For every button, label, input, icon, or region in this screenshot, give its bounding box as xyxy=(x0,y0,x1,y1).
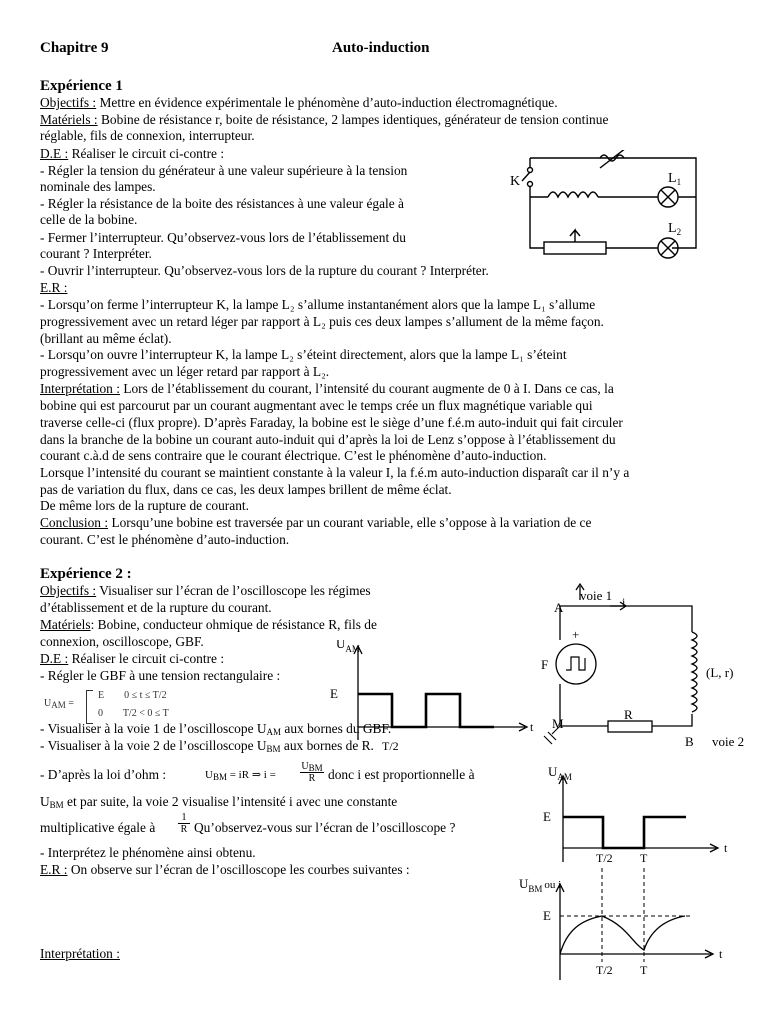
coil-lr xyxy=(692,632,697,712)
label-i: i xyxy=(622,595,626,609)
conclusion-label: Conclusion : xyxy=(40,515,109,530)
label-voie1: voie 1 xyxy=(580,588,613,603)
exp2-voie2: - Visualiser à la voie 2 de l’oscilloscope $U_{BM}$ aux bornes de R. xyxy=(40,738,374,754)
label-lr: (L, r) xyxy=(706,665,734,680)
conclusion-line-2: courant. C’est le phénomène d’auto-induction. xyxy=(40,532,290,547)
label-l2: $L_2$ xyxy=(668,221,682,237)
step-2b: celle de la bobine. xyxy=(40,212,138,227)
exp2-er xyxy=(40,862,410,879)
ohm-formula: $U_{BM}$ = iR ⇒ i = xyxy=(205,769,276,782)
exp2-gbf: - Régler le GBF à une tension rectangulaire : xyxy=(40,668,281,683)
step-1b: nominale des lampes. xyxy=(40,179,156,194)
uam-equation-lhs: $U_{AM}$ = xyxy=(44,698,74,710)
ubm-graph xyxy=(515,868,755,986)
resistor-box xyxy=(544,242,606,254)
variable-arrow xyxy=(600,150,626,168)
wire-bottom-left xyxy=(560,684,608,726)
interp-line-3: traverse celle-ci (flux propre). D’après Faraday, la bobine est le siège d’une f.é.m auto-induit qui fait circuler xyxy=(40,415,623,430)
interp-line-1: Lors de l’établissement du courant, l’intensité du courant augmente de 0 à I. Dans ce cas, la xyxy=(123,381,614,396)
gbf-circle xyxy=(556,644,596,684)
circuit-2-diagram xyxy=(530,582,768,750)
label-voie2: voie 2 xyxy=(712,734,745,749)
lamp-1-cross xyxy=(661,190,675,204)
ubm-ylabel: $U_{BM}$ $^{ou i}$ xyxy=(519,876,562,894)
small-t-label: t xyxy=(530,720,534,734)
er-line-1: - Lorsqu’on ferme l’interrupteur K, la lampe L₂ s’allume instantanément alors que la lampe L₁ s’allume xyxy=(40,297,596,312)
materiels-label: Matériels : xyxy=(40,112,98,127)
exp1-conclusion xyxy=(40,515,591,532)
exp2-ohm: - D’après la loi d’ohm : xyxy=(40,767,167,782)
interp-line-7: pas de variation du flux, dans ce cas, les deux lampes brillent de même éclat. xyxy=(40,482,452,497)
mult-fraction xyxy=(178,812,190,835)
coil xyxy=(548,192,598,197)
switch-contact-top xyxy=(528,168,533,173)
de-label: D.E : xyxy=(40,146,69,161)
exp2-materiels xyxy=(40,617,377,634)
mult-num: 1 xyxy=(178,812,190,824)
ubm-e-label: E xyxy=(543,908,551,923)
chapter-label: Chapitre 9 xyxy=(40,40,109,56)
mult-end: Qu’observez-vous sur l’écran de l’oscilloscope ? xyxy=(194,820,456,835)
step-3a: - Fermer l’interrupteur. Qu’observez-vous lors de l’établissement du xyxy=(40,230,406,245)
exp2-de xyxy=(40,651,224,668)
small-thalf-label: T/2 xyxy=(382,739,399,753)
wire-top xyxy=(560,606,692,632)
er-line-4: - Lorsqu’on ouvre l’interrupteur K, la lampe L₂ s’éteint directement, alors que la lampe L₁ s’éteint xyxy=(40,347,567,362)
uam-square-wave xyxy=(563,817,686,848)
ubm-t-label: t xyxy=(719,947,723,961)
uam-tfull-label: T xyxy=(640,851,648,865)
exp2-objectifs-2: d’établissement et de la rupture du courant. xyxy=(40,600,272,615)
interp-line-8: De même lors de la rupture de courant. xyxy=(40,498,249,513)
conclusion-line-1: Lorsqu’une bobine est traversée par un courant variable, elle s’oppose à la variation de ce xyxy=(111,515,592,530)
exp2-interp-label: Interprétation : xyxy=(40,946,120,961)
interp-label: Interprétation : xyxy=(40,381,120,396)
interp-line-2: bobine qui est parcourut par un courant augmentant avec le temps crée un flux magnétique variable qui xyxy=(40,398,593,413)
uam-e-label: E xyxy=(543,809,551,824)
switch-blade xyxy=(522,172,530,181)
objectifs-label: Objectifs : xyxy=(40,95,97,110)
wire-bottom-right xyxy=(652,714,692,726)
ohm-end: donc i est proportionnelle à xyxy=(328,767,475,782)
er-line-5: progressivement avec un léger retard par rapport à L₂. xyxy=(40,364,330,379)
exp1-materiels xyxy=(40,112,608,129)
uam-t-label: t xyxy=(724,841,728,855)
exp1-objectifs xyxy=(40,95,558,112)
label-a: A xyxy=(554,600,564,615)
exp2-voie1: - Visualiser à la voie 1 de l’oscilloscope $U_{AM}$ aux bornes du GBF. xyxy=(40,721,392,737)
label-r: R xyxy=(624,707,633,722)
exp2-er-text: On observe sur l’écran de l’oscilloscope les courbes suivantes : xyxy=(70,862,410,877)
interp-line-6: Lorsque l’intensité du courant se maintient constante à la valeur I, la f.é.m auto-induction disparaît car il n’y a xyxy=(40,465,630,480)
exp2-materiels-label: Matériels xyxy=(40,617,91,632)
exp2-materiels-2: connexion, oscilloscope, GBF. xyxy=(40,634,204,649)
exp2-er-label: E.R : xyxy=(40,862,68,877)
exp1-interp xyxy=(40,381,614,398)
label-f: F xyxy=(541,657,549,672)
materiels-text: Bobine de résistance r, boite de résistance, 2 lampes identiques, générateur de tension continue xyxy=(101,112,609,127)
exp2-objectifs xyxy=(40,583,371,600)
exp2-materiels-text: : Bobine, conducteur ohmique de résistance R, fils de xyxy=(90,617,377,632)
mult-den: R xyxy=(180,824,188,835)
small-e-label: E xyxy=(330,686,338,701)
er-line-3: (brillant au même éclat). xyxy=(40,331,172,346)
er-line-2: progressivement avec un retard léger par rapport à L₂ puis ces deux lampes s’allument de la même façon. xyxy=(40,314,604,329)
uam-graph xyxy=(540,762,760,872)
label-b: B xyxy=(685,734,694,749)
wire-left xyxy=(530,186,544,248)
exp2-interpretez: - Interprétez le phénomène ainsi obtenu. xyxy=(40,845,256,860)
de-text: Réaliser le circuit ci-contre : xyxy=(71,146,225,161)
resistor-slider xyxy=(570,230,580,242)
circuit-1-diagram xyxy=(500,150,715,275)
exp1-de xyxy=(40,146,224,163)
label-l1: $L_1$ xyxy=(668,171,682,187)
equation-brace xyxy=(86,690,93,724)
ubm-thalf-label: T/2 xyxy=(596,963,613,977)
exp1-materiels-2: réglable, fils de connexion, interrupteur. xyxy=(40,128,255,143)
exp2-mult: multiplicative égale à xyxy=(40,820,156,835)
step-2a: - Régler la résistance de la boite des résistances à une valeur égale à xyxy=(40,196,404,211)
small-square-wave-graph xyxy=(320,640,545,760)
objectifs-text: Mettre en évidence expérimentale le phénomène d’auto-induction électromagnétique. xyxy=(99,95,558,110)
ohm-fraction xyxy=(300,761,324,784)
exp2-heading: Expérience 2 : xyxy=(40,566,132,582)
label-m: M xyxy=(552,716,564,731)
step-1a: - Régler la tension du générateur à une valeur supérieure à la tension xyxy=(40,163,408,178)
exp2-objectifs-label: Objectifs : xyxy=(40,583,97,598)
step-4: - Ouvrir l’interrupteur. Qu’observez-vous lors de la rupture du courant ? Interpréter. xyxy=(40,263,489,278)
label-plus: + xyxy=(572,627,580,642)
step-3b: courant ? Interpréter. xyxy=(40,246,152,261)
small-ylabel: $U_{AM}$ xyxy=(336,640,360,654)
ubm-tfull-label: T xyxy=(640,963,648,977)
switch-contact-bottom xyxy=(528,182,533,187)
label-k: K xyxy=(510,174,521,189)
exp1-heading: Expérience 1 xyxy=(40,78,123,94)
exp2-objectifs-text: Visualiser sur l’écran de l’oscilloscope les régimes xyxy=(99,583,371,598)
gbf-square-symbol xyxy=(566,657,585,670)
exp2-ubm: $U_{BM}$ et par suite, la voie 2 visualise l’intensité i avec une constante xyxy=(40,794,398,810)
ohm-fraction-den: R xyxy=(308,773,316,784)
equation-row-2: 0 T/2 < 0 ≤ T xyxy=(98,708,169,719)
resistor-r xyxy=(608,721,652,732)
ubm-rl-curve xyxy=(560,916,685,954)
uam-ylabel: $U_{AM}$ xyxy=(548,764,572,782)
small-square-wave xyxy=(358,694,494,727)
exp1-er-label: E.R : xyxy=(40,280,68,295)
uam-thalf-label: T/2 xyxy=(596,851,613,865)
exp2-de-label: D.E : xyxy=(40,651,69,666)
ohm-fraction-num: $U_{BM}$ xyxy=(301,761,323,773)
interp-line-4: dans la branche de la bobine un courant auto-induit qui d’après la loi de Lenz s’oppose à l’établissement du xyxy=(40,432,616,447)
exp2-de-text: Réaliser le circuit ci-contre : xyxy=(71,651,225,666)
interp-line-5: courant c.à.d de sens contraire que le courant électrique. C’est le phénomène d’auto-induction. xyxy=(40,448,547,463)
equation-row-1: E 0 ≤ t ≤ T/2 xyxy=(98,690,167,701)
page-title: Auto-induction xyxy=(332,40,430,56)
